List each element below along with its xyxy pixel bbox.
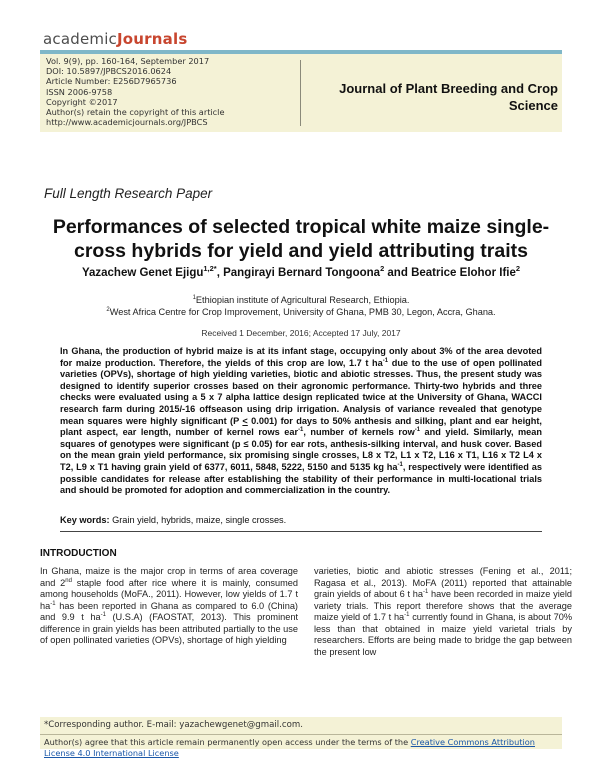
affiliations xyxy=(40,295,562,318)
abstract-text: In Ghana, the production of hybrid maize is at its infant stage, occupying only about 3% of the area devoted for maize production. Therefore, the yields of this crop are low, 1.7 t ha xyxy=(60,346,542,368)
author-separator: , xyxy=(216,267,224,279)
body-text: staple food after rice where it is mainly, consumed among households (MoFA., 2011). However, low yields of 1.7 t ha xyxy=(40,577,298,611)
body-column-right xyxy=(314,566,572,658)
publisher-logo xyxy=(43,30,187,48)
author-separator: and xyxy=(384,267,412,279)
keywords xyxy=(60,515,542,525)
keywords-label: Key words: xyxy=(60,515,110,525)
logo-suffix: Journals xyxy=(117,30,188,48)
affiliation-marker: 2 xyxy=(106,306,110,313)
meta-doi: DOI: 10.5897/JPBCS2016.0624 xyxy=(46,66,172,77)
license-link[interactable]: Creative Commons Attribution License 4.0 International License xyxy=(44,737,535,758)
author-2: Pangirayi Bernard Tongoona xyxy=(223,267,381,279)
meta-issn: ISSN 2006-9758 xyxy=(46,86,113,97)
author-1-affil: 1,2* xyxy=(203,264,217,274)
superscript: -1 xyxy=(382,357,389,364)
meta-divider xyxy=(300,60,301,126)
superscript: -1 xyxy=(50,600,56,607)
affiliation-text: West Africa Centre for Crop Improvement, University of Ghana, PMB 30, Legon, Accra, Ghana. xyxy=(109,306,496,317)
superscript: -1 xyxy=(422,589,429,596)
article-meta xyxy=(46,56,296,127)
journal-name: Journal of Plant Breeding and Crop Science xyxy=(339,81,558,113)
superscript: -1 xyxy=(397,461,403,468)
body-text: In Ghana, maize is the major crop in terms of area coverage and 2 xyxy=(40,566,298,588)
affiliation-marker: 1 xyxy=(192,294,196,301)
abstract-divider xyxy=(60,531,542,532)
author-3: Beatrice Elohor Ifie xyxy=(411,267,516,279)
superscript: -1 xyxy=(414,427,421,434)
meta-article-number: Article Number: E256D7965736 xyxy=(46,76,177,87)
superscript: -1 xyxy=(298,427,304,434)
body-text: (U.S.A) (FAOSTAT, 2013). This prominent difference in grain yields has been attributed partially to the use of open pollinated varieties (OPVs), shortage of high yielding xyxy=(40,612,299,646)
affiliation-1 xyxy=(40,295,562,307)
superscript: -1 xyxy=(100,612,106,619)
keywords-list: Grain yield, hybrids, maize, single crosses. xyxy=(109,515,287,525)
abstract-text: and yield. Similarly, mean squares of genotypes were significant (p ≤ 0.05) for ear rots, anthesis-silking interval, and husk cover. Based on the mean grain yield performance, six promising single crosses, L8 x T2, L1 x T2, L16 x T1, L16 x T2 L4 x T2, L9 x T1 having grain yield of 6377, 6011, 5848, 5222, 5150 and 5135 kg ha xyxy=(60,427,542,472)
abstract xyxy=(60,346,542,497)
superscript: nd xyxy=(65,577,72,584)
article-type: Full Length Research Paper xyxy=(44,186,213,201)
footnote-divider xyxy=(40,734,562,735)
superscript: -1 xyxy=(404,612,410,619)
abstract-text: due to the use of open pollinated varieties (OPVs), shortage of high yielding varieties, biotic and abiotic stresses. Thus, the present study was designed to identify superior crosses based on their agronomic performance. Thirty-two hybrids and three checks were evaluated using a 5 x 7 alpha lattice design replicated twice at the University of Ghana, WACCI research farm during 2015/-16 offseason using drip irrigation. Analysis of variance revealed that genotype mean squares were highly significant (P xyxy=(60,357,542,426)
abstract-text: , number of kernels row xyxy=(303,427,415,438)
meta-volume: Vol. 9(9), pp. 160-164, September 2017 xyxy=(46,56,210,66)
logo-prefix: academic xyxy=(43,30,118,48)
license-note xyxy=(44,737,559,758)
corresponding-author: *Corresponding author. E-mail: yazachewgenet@gmail.com. xyxy=(44,720,303,730)
affiliation-text: Ethiopian institute of Agricultural Research, Ethiopia. xyxy=(195,295,410,305)
article-title: Performances of selected tropical white maize single-cross hybrids for yield and yield attributing traits xyxy=(52,216,550,262)
author-1: Yazachew Genet Ejigu xyxy=(81,267,204,279)
received-dates: Received 1 December, 2016; Accepted 17 July, 2017 xyxy=(201,328,401,338)
meta-url[interactable]: http://www.academicjournals.org/JPBCS xyxy=(46,117,208,128)
author-2-affil: 2 xyxy=(380,264,385,274)
body-text: varieties, biotic and abiotic stresses (Fening et al., 2011; Ragasa et al., 2013). MoFA (2011) reported that attainable grain yields of about 6 t ha xyxy=(314,566,572,600)
body-text: has been reported in Ghana as compared to 6.0 (China) and 9.9 t ha xyxy=(40,600,298,623)
abstract-text: 0.001) for days to 50% anthesis and silking, plant and ear height, plant aspect, ear length, number of kernel rows ear xyxy=(60,415,542,438)
abstract-text: , respectively were identified as possible candidates for release after establishing the stability of their performance in multi-locational trials and should be promoted for adoption and commercialization in the country. xyxy=(60,461,542,496)
license-text: Author(s) agree that this article remain permanently open access under the terms of the xyxy=(44,737,411,747)
section-heading-introduction: INTRODUCTION xyxy=(40,548,117,559)
meta-rights: Author(s) retain the copyright of this article xyxy=(46,107,225,118)
meta-copyright: Copyright ©2017 xyxy=(46,96,118,107)
body-column-left xyxy=(40,566,298,647)
affiliation-2 xyxy=(40,307,562,319)
abstract-symbol: < xyxy=(242,415,248,426)
author-list xyxy=(40,264,562,279)
body-text: have been recorded in maize yield variety trials. This report therefore shows that the average maize yield of 1.7 t ha xyxy=(314,589,572,623)
author-3-affil: 2 xyxy=(515,264,521,274)
body-text: currently found in Ghana, is about 70% less than that obtained in maize yield varietal trials by researchers. Efforts are being made to bridge the gap between the present low xyxy=(314,612,572,657)
